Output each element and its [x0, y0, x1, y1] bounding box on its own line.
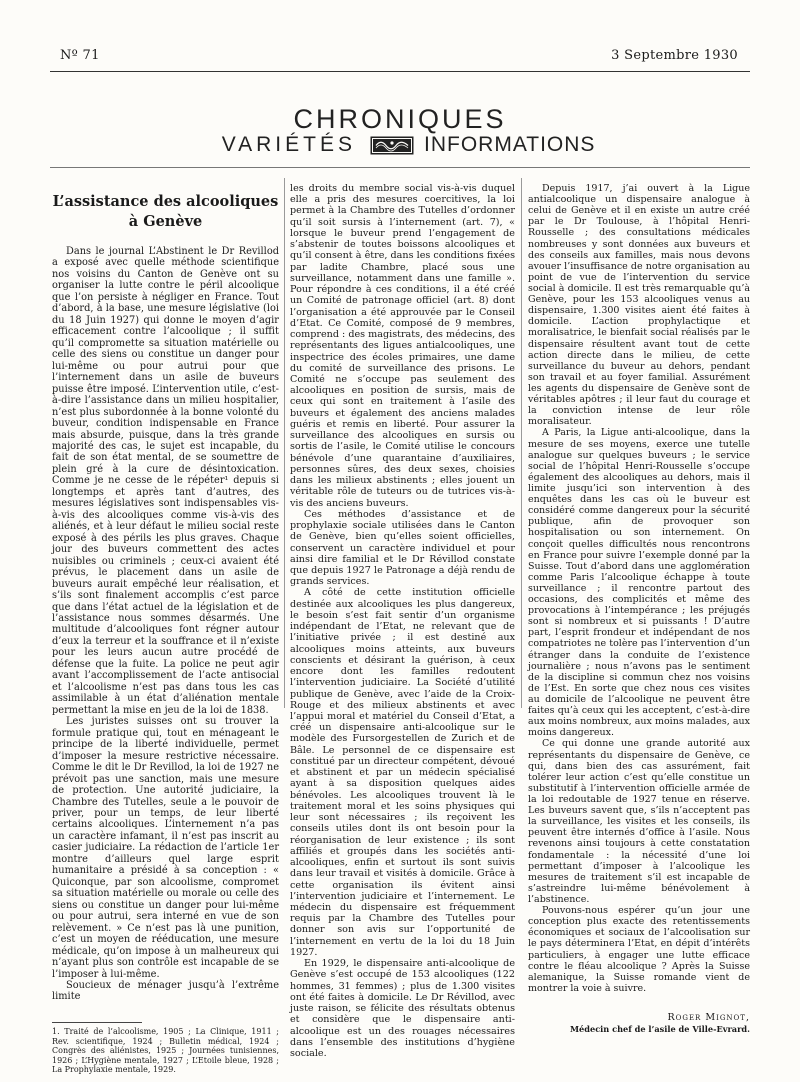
column-divider	[521, 178, 522, 708]
header-rule	[50, 71, 750, 72]
issue-number: Nº 71	[60, 48, 100, 63]
paragraph: Dans le journal L’Abstinent le Dr Revillod a exposé avec quelle méthode scientifique nos voisins du Canton de Genève ont su organiser la lutte contre le péril alcoolique que l’on persiste à négliger en France. Tout d’abord, à la base, une mesure législative (loi du 18 Juin 1927) qui donne le moyen d’agir efficacement contre l’alcoolique ; il suffit qu’il compromette sa situation matérielle ou celle des siens ou constitue un danger pour lui-même ou pour autrui pour que l’internement dans un asile de buveurs puisse être imposé. L’intervention utile, c’est-à-dire l’assistance dans un milieu hospitalier, n’est plus subordonnée à la bonne volonté du buveur, condition indispensable en France mais absurde, puisque, dans la très grande majorité des cas, le sujet est incapable, du fait de son état mental, de se soumettre de plein gré à la cure de désintoxication. Comme je ne cesse de le répéter¹ depuis si longtemps et après tant d’autres, des mesures législatives sont indispensables vis-à-vis des alcooliques comme vis-à-vis des aliénés, et à leur défaut le milieu social reste exposé à des périls les plus graves. Chaque jour des buveurs commettent des actes nuisibles ou criminels ; ceux-ci avaient été prévus, le placement dans un asile de buveurs aurait empêché leur réalisation, et s’ils sont finalement accomplis c’est parce que dans l’état actuel de la législation et de l’assistance nous sommes désarmés. Une multitude d’alcooliques font régner autour d’eux la terreur et la souffrance et il n’existe pour les leurs aucun autre procédé de défense que la fuite. La police ne peut agir avant l’accomplissement de l’acte antisocial et l’alcoolisme n’est pas dans tous les cas assimilable à un état d’aliénation mentale permettant la mise en jeu de la loi de 1838.	[52, 246, 279, 716]
paragraph: Depuis 1917, j’ai ouvert à la Ligue antialcoolique un dispensaire analogue à celui de Genève et il en existe un autre créé par le Dr Toulouse, à l’hôpital Henri-Rousselle ; des consultations médicales nombreuses y sont données aux buveurs et des conseils aux familles, mais nous devons avouer l’insuffisance de notre organisation au point de vue de l’intervention du service social à domicile. Il est très remarquable qu’à Genève, pour les 153 alcooliques venus au dispensaire, 1.300 visites aient été faites à domicile. L’action prophylactique et moralisatrice, le bienfait social réalisés par le dispensaire résultent avant tout de cette action directe dans le milieu, de cette surveillance du buveur au dehors, pendant son travail et au foyer familial. Assurément les agents du dispensaire de Genève sont de véritables apôtres ; il leur faut du courage et la conviction intense de leur rôle moralisateur.	[528, 183, 750, 428]
footnote-rule	[52, 1022, 142, 1023]
column-divider	[284, 178, 285, 708]
paragraph: Soucieux de ménager jusqu’à l’extrême limite	[52, 980, 279, 1003]
signature-role: Médecin chef de l’asile de Ville-Evrard.	[569, 1024, 750, 1034]
issue-date: 3 Septembre 1930	[611, 48, 738, 63]
masthead-rule	[50, 167, 750, 168]
article-title	[52, 192, 279, 232]
paragraph: les droits du membre social vis-à-vis duquel elle a pris des mesures coercitives, la loi permet à la Chambre des Tutelles d’ordonner qu’il soit sursis à l’internement (art. 7), « lorsque le buveur prend l’engagement de s’abstenir de toutes boissons alcooliques et qu’il consent à être, dans les conditions fixées par ladite Chambre, placé sous une surveillance, notamment dans une famille ». Pour répondre à ces conditions, il a été créé un Comité de patronage officiel (art. 8) dont l’organisation a été approuvée par le Conseil d’Etat. Ce Comité, composé de 9 membres, comprend : des magistrats, des médecins, des représentants des ligues antialcooliques, une inspectrice des écoles primaires, une dame du comité de surveillance des prisons. Le Comité ne s’occupe pas seulement des alcooliques en position de sursis, mais de ceux qui sont en traitement à l’asile des buveurs et également des anciens malades guéris et remis en liberté. Pour assurer la surveillance des alcooliques en sursis ou sortis de l’asile, le Comité utilise le concours bénévole d’une quarantaine d’auxiliaires, personnes sûres, des deux sexes, choisies dans les milieux abstinents ; elles jouent un véritable rôle de tuteurs ou de tutrices vis-à-vis des anciens buveurs.	[290, 183, 515, 509]
column-1	[52, 246, 279, 1003]
footnote: 1. Traité de l’alcoolisme, 1905 ; La Clinique, 1911 ; Rev. scientifique, 1924 ; Bulletin médical, 1924 ; Congrès des aliénistes, 1925 ; Journées tunisiennes, 1926 ; L’Hygiène mentale, 1927 ; L’Etoile bleue, 1928 ; La Prophylaxie mentale, 1929.	[52, 1027, 279, 1075]
paragraph: A côté de cette institution officielle destinée aux alcooliques les plus dangereux, le besoin s’est fait sentir d’un organisme indépendant de l’Etat, ne relevant que de l’initiative privée ; il est destiné aux alcooliques moins atteints, aux buveurs conscients et désirant la guérison, à ceux encore dont les familles redoutent l’intervention judiciaire. La Société d’utilité publique de Genève, avec l’aide de la Croix-Rouge et des milieux abstinents et avec l’appui moral et matériel du Conseil d’Etat, a créé un dispensaire anti-alcoolique sur le modèle des Fursorgestellen de Zurich et de Bâle. Le personnel de ce dispensaire est constitué par un directeur compétent, dévoué et abstinent et par un médecin spécialisé ayant à sa disposition quelques aides bénévoles. Les alcooliques trouvent là le traitement moral et les soins physiques qui leur sont nécessaires ; ils reçoivent les conseils utiles dont ils ont besoin pour la réorganisation de leur existence ; ils sont affiliés et groupés dans les sociétés anti-alcooliques, enfin et surtout ils sont suivis dans leur travail et visités à domicile. Grâce à cette organisation ils évitent ainsi l’intervention judiciaire et l’internement. Le médecin du dispensaire est fréquemment requis par la Chambre des Tutelles pour donner son avis sur l’opportunité de l’internement en vertu de la loi du 18 Juin 1927.	[290, 587, 515, 958]
paragraph: Les juristes suisses ont su trouver la formule pratique qui, tout en ménageant le principe de la liberté individuelle, permet d’imposer la mesure restrictive nécessaire. Comme le dit le Dr Revillod, la loi de 1927 ne prévoit pas une sanction, mais une mesure de protection. Une autorité judiciaire, la Chambre des Tutelles, seule a le pouvoir de priver, pour un temps, de leur liberté certains alcooliques. L’internement n’a pas un caractère infamant, il n’est pas inscrit au casier judiciaire. La rédaction de l’article 1er montre d’ailleurs quel large esprit humanitaire a présidé à sa conception : « Quiconque, par son alcoolisme, compromet sa situation matérielle ou morale ou celle des siens ou constitue un danger pour lui-même ou pour autrui, sera interné en vue de son relèvement. » Ce n’est pas là une punition, c’est un moyen de rééducation, une mesure médicale, qu’on impose à un malheureux qui n’ayant plus son contrôle est incapable de se l’imposer à lui-même.	[52, 716, 279, 980]
paragraph: A Paris, la Ligue anti-alcoolique, dans la mesure de ses moyens, exerce une tutelle analogue sur quelques buveurs ; le service social de l’hôpital Henri-Rousselle s’occupe également des alcooliques au dehors, mais il limite jusqu’ici son intervention à des enquêtes dans les cas où le buveur est considéré comme dangereux pour la sécurité publique, afin de provoquer son hospitalisation ou son internement. On conçoit quelles difficultés nous rencontrons en France pour suivre l’exemple donné par la Suisse. Tout d’abord dans une agglomération comme Paris l’alcoolique échappe à toute surveillance ; il rencontre partout des occasions, des complicités et même des provocations à l’intempérance ; les préjugés sont si nombreux et si puissants ! D’autre part, l’esprit frondeur et indépendant de nos compatriotes ne tolère pas l’intervention d’un étranger dans la conduite de l’existence journalière ; nous n’avons pas le sentiment de la discipline si commun chez nos voisins de l’Est. En sorte que chez nous ces visites au domicile de l’alcoolique ne peuvent être faites qu’à ceux qui les acceptent, c’est-à-dire aux moins nombreux, aux moins malades, aux moins dangereux.	[528, 427, 750, 739]
column-2	[290, 183, 515, 1059]
masthead-subtitle	[0, 133, 800, 161]
article-title-line-2: à Genève	[128, 213, 203, 230]
signature-name: Roger Mignot,	[667, 1012, 750, 1023]
paragraph: En 1929, le dispensaire anti-alcoolique de Genève s’est occupé de 153 alcooliques (122 hommes, 31 femmes) ; plus de 1.300 visites ont été faites à domicile. Le Dr Révillod, avec juste raison, se félicite des résultats obtenus et considère que le dispensaire anti-alcoolique est un des rouages nécessaires dans l’ensemble des institutions d’hygiène sociale.	[290, 958, 515, 1060]
ornament-emblem-icon	[370, 136, 414, 155]
paragraph: Ces méthodes d’assistance et de prophylaxie sociale utilisées dans le Canton de Genève, bien qu’elles soient officielles, conservent un caractère individuel et pour ainsi dire familial et le Dr Révillod constate que depuis 1927 le Patronage a déjà rendu de grands services.	[290, 508, 515, 588]
masthead-left-word: VARIÉTÉS	[221, 133, 356, 156]
column-3	[528, 183, 750, 994]
masthead-title: CHRONIQUES	[293, 104, 507, 134]
paragraph: Pouvons-nous espérer qu’un jour une conception plus exacte des retentissements économiques et sociaux de l’alcoolisation sur le pays déterminera l’Etat, en dépit d’intérêts particuliers, à engager une lutte efficace contre le fléau alcoolique ? Après la Suisse alemanique, la Suisse romande vient de montrer la voie à suivre.	[528, 905, 750, 994]
paragraph: Ce qui donne une grande autorité aux représentants du dispensaire de Genève, ce qui, dans bien des cas assurément, fait tolérer leur action c’est qu’elle constitue un substitutif à l’intervention officielle armée de la loi redoutable de 1927 tenue en réserve. Les buveurs savent que, s’ils n’acceptent pas la surveillance, les visites et les conseils, ils peuvent être internés d’office à l’asile. Nous revenons ainsi toujours à cette constatation fondamentale : la nécessité d’une loi permettant d’imposer à l’alcoolique les mesures de traitement s’il est incapable de s’astreindre lui-même bénévolement à l’abstinence.	[528, 738, 750, 905]
article-title-line-1: L’assistance des alcooliques	[52, 193, 279, 210]
masthead-right-word: INFORMATIONS	[424, 133, 596, 156]
